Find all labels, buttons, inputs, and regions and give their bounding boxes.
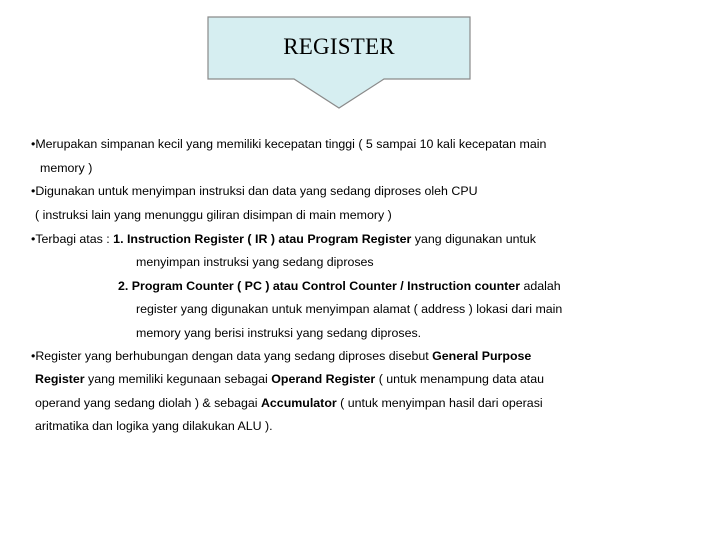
paragraph-4-line-3 xyxy=(35,395,543,411)
paragraph-2-line-2: ( instruksi lain yang menunggu giliran disimpan di main memory ) xyxy=(35,208,392,222)
paragraph-2-line-1: •Digunakan untuk menyimpan instruksi dan data yang sedang diproses oleh CPU xyxy=(31,184,478,198)
paragraph-1-line-2: memory ) xyxy=(40,161,93,175)
paragraph-4-line-2 xyxy=(35,371,544,387)
page-title: REGISTER xyxy=(283,34,395,59)
register-term: Register xyxy=(35,372,85,386)
item-1-title: 1. Instruction Register ( IR ) atau Program Register xyxy=(113,232,412,246)
p4-text: operand yang sedang diolah ) & sebagai xyxy=(35,396,261,410)
register-callout xyxy=(207,16,471,110)
p4-text: ( untuk menyimpan hasil dari operasi xyxy=(336,396,543,410)
accumulator-term: Accumulator xyxy=(260,396,337,410)
item-2-title: 2. Program Counter ( PC ) atau Control Counter / Instruction counter xyxy=(118,279,521,293)
item-2-line-3: memory yang berisi instruksi yang sedang diproses. xyxy=(136,326,422,340)
paragraph-3-line-1 xyxy=(31,231,536,247)
paragraph-4-line-4: aritmatika dan logika yang dilakukan ALU ). xyxy=(35,419,273,433)
p4-text: •Register yang berhubungan dengan data yang sedang diproses disebut xyxy=(31,349,433,363)
operand-register-term: Operand Register xyxy=(271,372,376,386)
item-2-rest: adalah xyxy=(520,279,561,293)
item-1-line-2: menyimpan instruksi yang sedang diproses xyxy=(136,255,374,269)
p4-text: yang memiliki kegunaan sebagai xyxy=(84,372,272,386)
paragraph-4-line-1 xyxy=(31,348,531,364)
item-2-line-1 xyxy=(118,278,561,294)
paragraph-3-lead: •Terbagi atas : xyxy=(31,232,114,246)
paragraph-1-line-1: •Merupakan simpanan kecil yang memiliki kecepatan tinggi ( 5 sampai 10 kali kecepatan main xyxy=(31,137,547,151)
p4-text: ( untuk menampung data atau xyxy=(375,372,545,386)
item-1-rest: yang digunakan untuk xyxy=(411,232,537,246)
general-purpose-term: General Purpose xyxy=(432,349,532,363)
down-arrow-callout-shape xyxy=(207,16,471,110)
item-2-line-2: register yang digunakan untuk menyimpan alamat ( address ) lokasi dari main xyxy=(136,302,563,316)
